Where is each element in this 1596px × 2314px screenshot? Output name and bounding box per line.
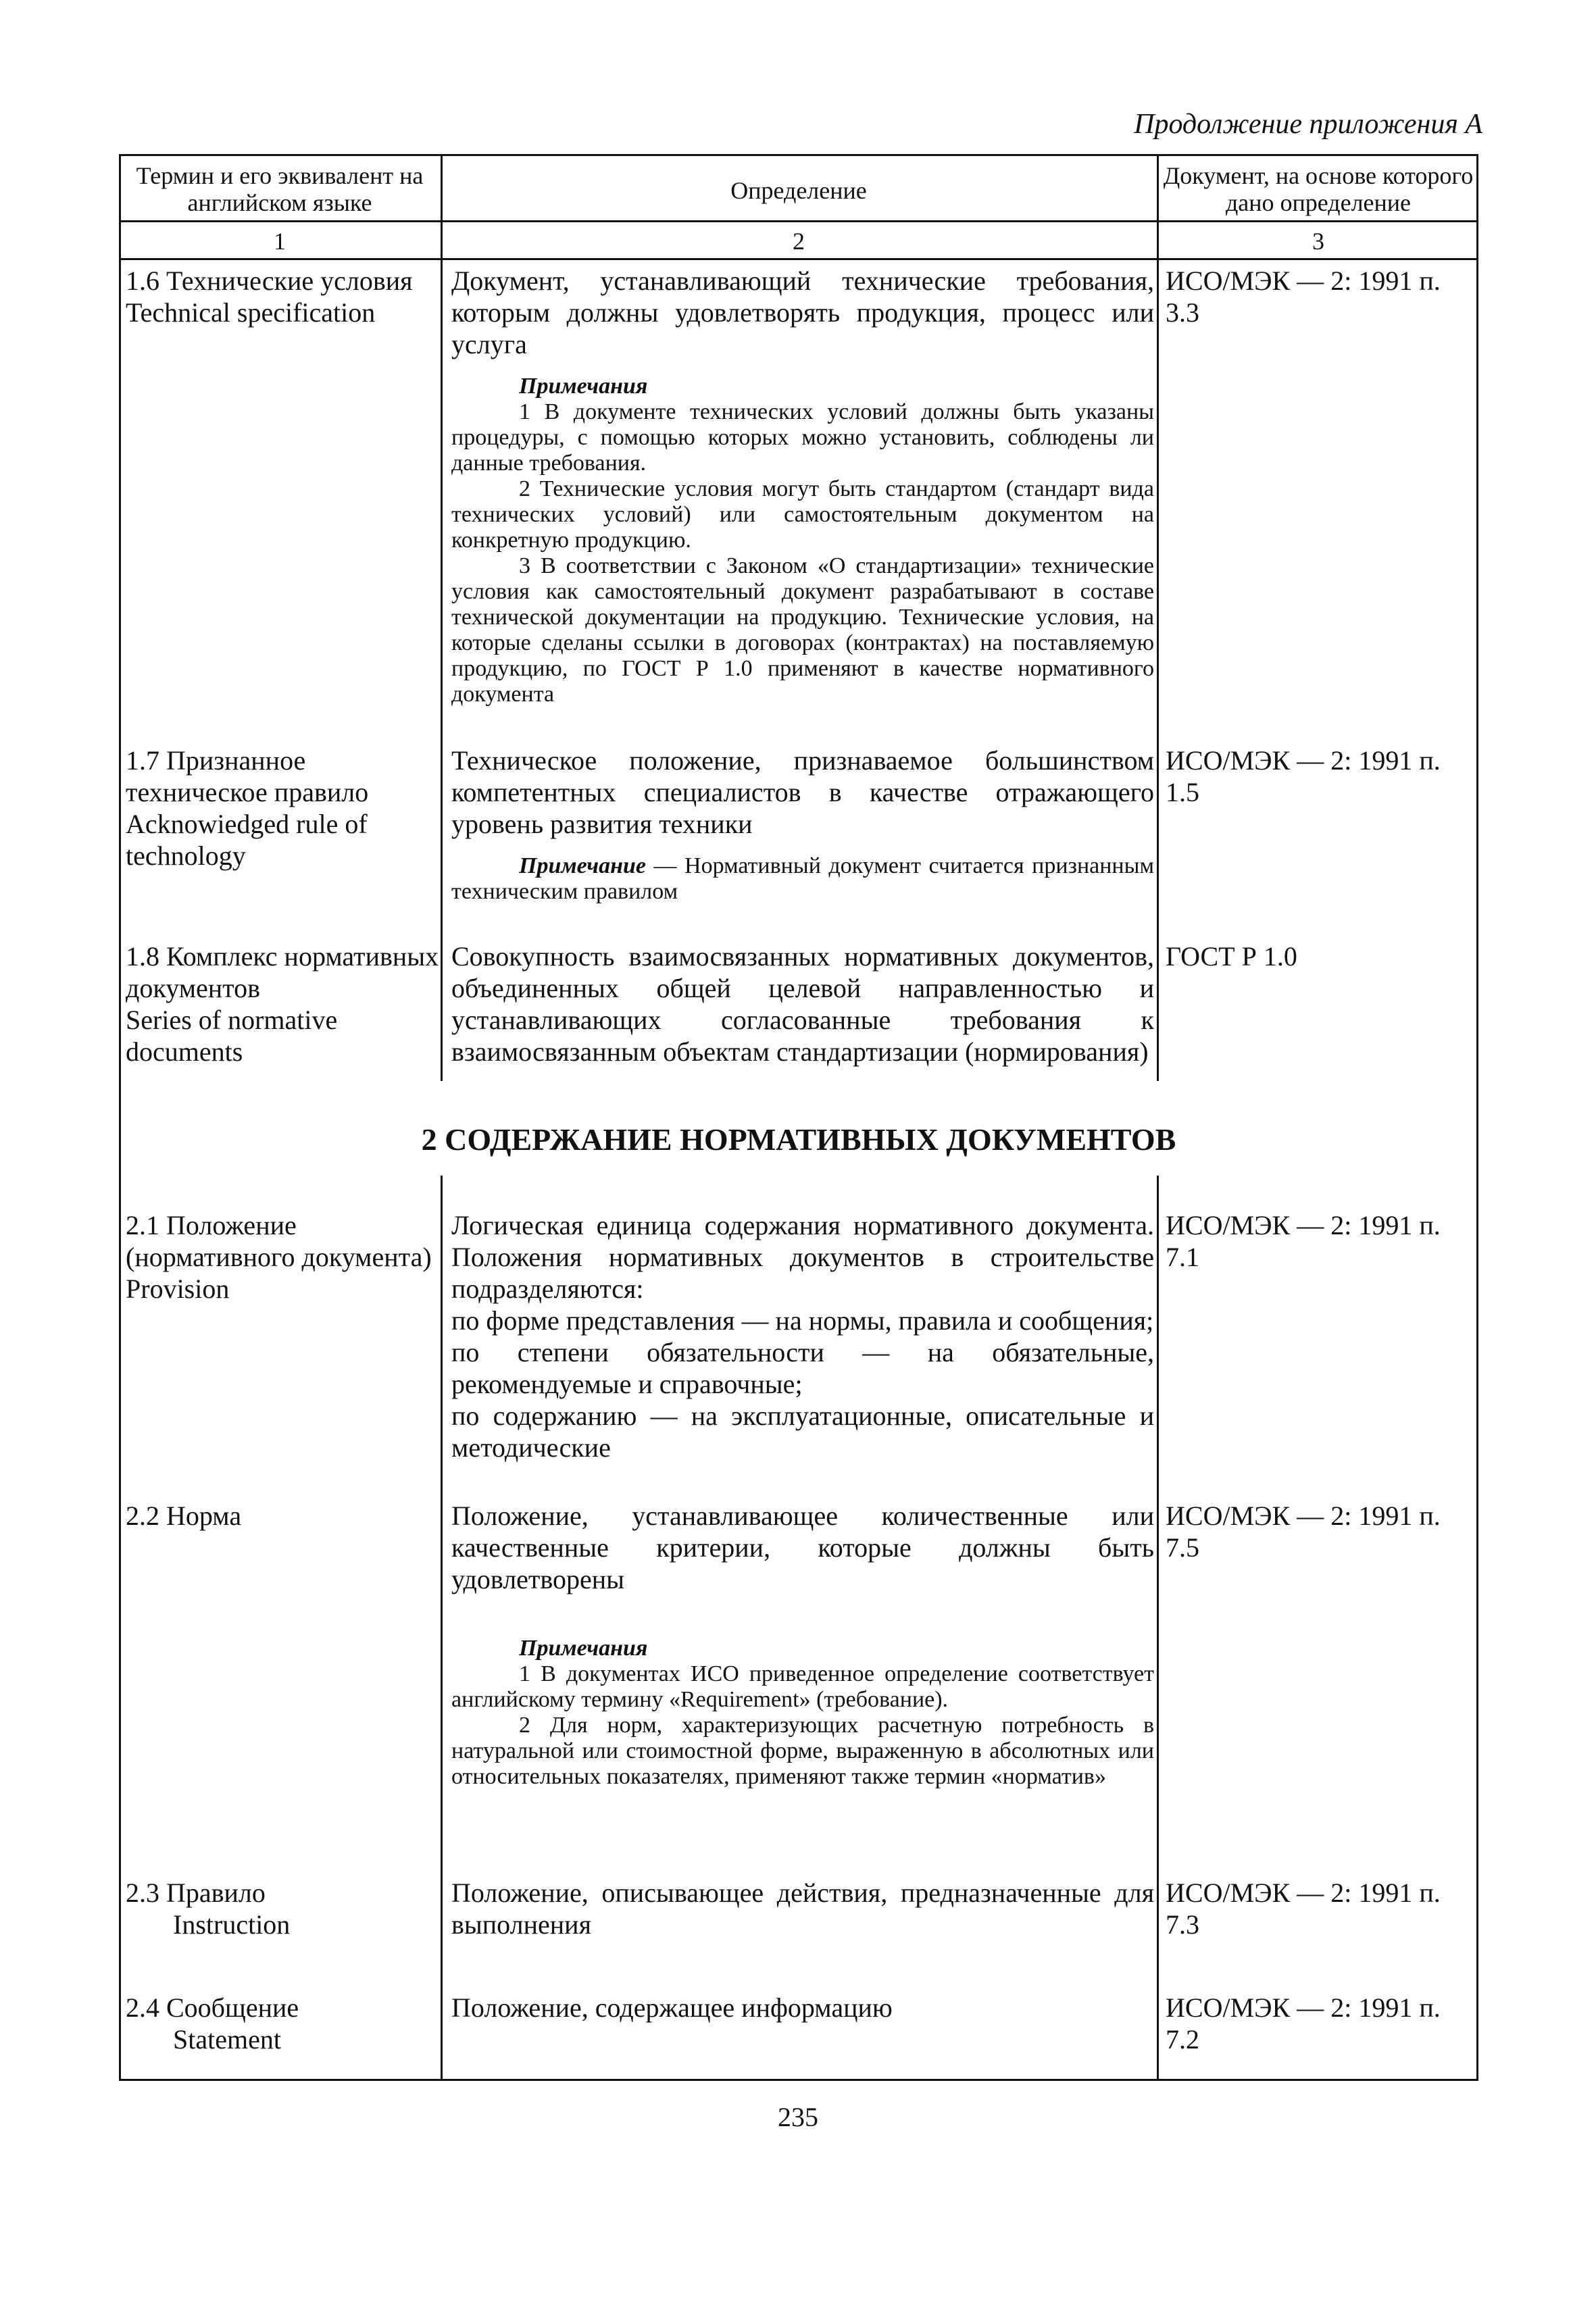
list-item: по форме представления — на нормы, правила и сообщения; [451,1305,1154,1336]
note-item: 3 В соответствии с Законом «О стандартизации» технические условия как самостоятельный документ разрабатывают в составе технической документации на продукцию. Технические условия, на которые сделаны ссылки в договорах (контрактах) на поставляемую продукцию, по ГОСТ Р 1.0 применяют в качестве нормативного документа [451,553,1154,707]
term-ru: 2.2 Норма [126,1501,242,1531]
source-1-8: ГОСТ Р 1.0 [1166,941,1297,972]
notes-block [451,374,1154,707]
term-ru: 2.3 Правило [126,1878,266,1908]
note-item: 2 Для норм, характеризующих расчетную потребность в натуральной или стоимостной форме, выраженную в абсолютных или относительных показателях, применяют также термин «норматив» [451,1713,1154,1789]
notes-title: Примечания [519,1636,648,1661]
definition-2-2 [451,1500,1154,1790]
definition-text: Положение, устанавливающее количественные или качественные критерии, которые должны быть удовлетворены [451,1501,1154,1594]
term-en: Series of normative documents [126,1005,338,1067]
term-2-3 [126,1877,443,1940]
col-number-1: 1 [274,228,286,255]
definition-1-7 [451,745,1154,905]
term-en: Acknowiedged rule of technology [126,809,368,871]
source-2-1: ИСО/МЭК — 2: 1991 п. 7.1 [1166,1210,1441,1272]
term-ru: 1.6 Технические условия [126,266,413,296]
note-item: 1 В документах ИСО приведенное определение соответствует английскому термину «Requirement» (требование). [451,1661,1154,1712]
note-body: — Нормативный документ считается признанным техническим правилом [451,853,1154,904]
note-item: 1 В документе технических условий должны быть указаны процедуры, с помощью которых можно установить, соблюдены ли данные требования. [451,399,1154,476]
notes-title: Примечания [519,374,648,399]
section-title: 2 СОДЕРЖАНИЕ НОРМАТИВНЫХ ДОКУМЕНТОВ [421,1122,1176,1157]
notes-block [451,1636,1154,1790]
term-2-1 [126,1209,443,1305]
number-divider [119,258,1478,260]
term-1-7 [126,745,443,872]
col-divider-2b [1157,1176,1159,2081]
term-en: Instruction [173,1909,291,1940]
term-ru: 1.7 Признанное техническое правило [126,745,369,807]
term-en: Statement [173,2024,281,2055]
header-term: Термин и его эквивалент на английском языке [136,162,424,216]
term-1-6 [126,265,443,328]
term-ru: 2.1 Положение (нормативного документа) [126,1210,432,1272]
term-en: Technical specification [126,297,376,328]
note-item: 2 Технические условия могут быть стандартом (стандарт вида технических условий) или самостоятельным документом на конкретную продукцию. [451,476,1154,553]
definition-2-1 [451,1209,1154,1463]
col-number-3: 3 [1312,228,1324,255]
source-1-7: ИСО/МЭК — 2: 1991 п. 1.5 [1166,745,1441,807]
source-1-6: ИСО/МЭК — 2: 1991 п. 3.3 [1166,266,1441,328]
term-ru: 1.8 Комплекс нормативных документов [126,941,439,1003]
note-label: Примечание [519,853,647,878]
source-2-3: ИСО/МЭК — 2: 1991 п. 7.3 [1166,1878,1441,1940]
term-2-4 [126,1992,443,2055]
term-en: Provision [126,1274,230,1304]
source-2-4: ИСО/МЭК — 2: 1991 п. 7.2 [1166,1992,1441,2055]
list-item: по содержанию — на эксплуатационные, описательные и методические [451,1401,1154,1463]
definition-2-4: Положение, содержащее информацию [451,1992,893,2023]
definition-text: Логическая единица содержания нормативного документа. Положения нормативных документов в строительстве подразделяются: [451,1210,1154,1304]
term-1-8 [126,940,443,1067]
source-2-2: ИСО/МЭК — 2: 1991 п. 7.5 [1166,1501,1441,1563]
note-text [451,853,1154,905]
term-ru: 2.4 Сообщение [126,1992,299,2023]
definition-text: Документ, устанавливающий технические требования, которым должны удовлетворять продукция, процесс или услуга [451,266,1154,359]
definition-2-3: Положение, описывающее действия, предназначенные для выполнения [451,1878,1154,1940]
col-number-2: 2 [793,228,805,255]
term-2-2 [126,1500,443,1532]
header-source: Документ, на основе которого дано определение [1163,162,1474,216]
header-divider [119,220,1478,222]
page-number: 235 [778,2102,818,2132]
definition-1-6 [451,265,1154,707]
col-divider-2 [1157,154,1159,1081]
header-definition: Определение [730,177,867,204]
definition-1-8: Совокупность взаимосвязанных нормативных документов, объединенных общей целевой направленностью и устанавливающих согласованные требования к взаимосвязанным объектам стандартизации (нормирования) [451,941,1154,1067]
continuation-label: Продолжение приложения А [1134,109,1482,140]
definition-text: Техническое положение, признаваемое большинством компетентных специалистов в качестве отражающего уровень развития техники [451,745,1154,839]
list-item: по степени обязательности — на обязательные, рекомендуемые и справочные; [451,1337,1154,1399]
col-divider-1b [441,1176,443,2081]
